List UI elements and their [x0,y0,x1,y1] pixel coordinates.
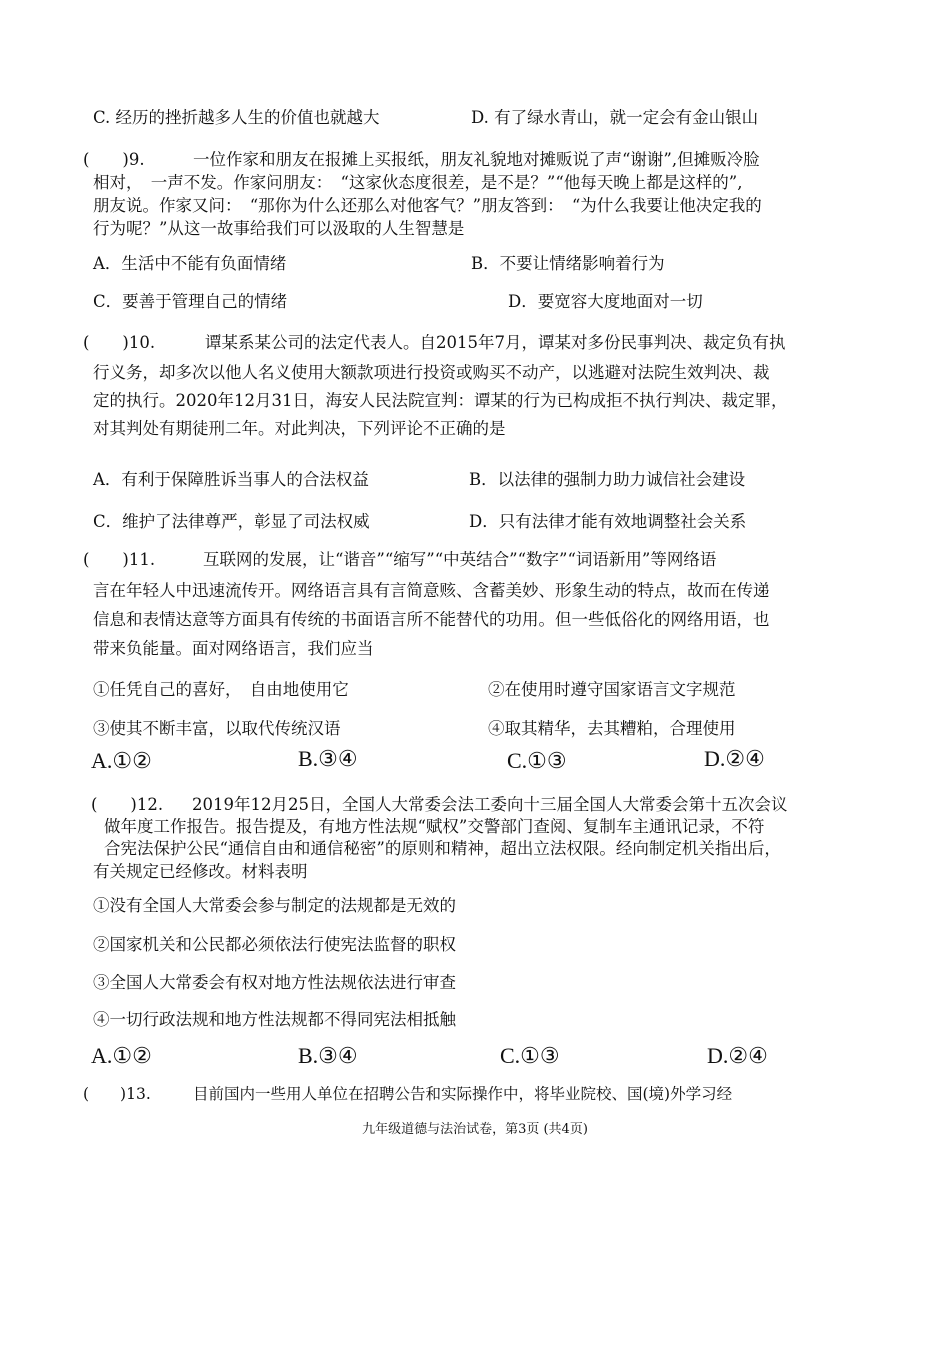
q11-option-b: B.③④ [298,746,358,771]
q10-option-c: C．维护了法律尊严，彰显了司法权威 [93,512,370,531]
q9-number: ( )9. [83,150,145,169]
page-footer: 九年级道德与法治试卷，第3页 (共4页) [362,1122,588,1137]
q13-stem-line: 目前国内一些用人单位在招聘公告和实际操作中，将毕业院校、国(境)外学习经 [193,1085,733,1103]
q9-option-d: D．要宽容大度地面对一切 [508,292,703,311]
q9-stem-line: 一位作家和朋友在报摊上买报纸，朋友礼貌地对摊贩说了声“谢谢”,但摊贩冷脸 [193,150,760,169]
q10-option-a: A．有利于保障胜诉当事人的合法权益 [93,470,369,489]
q9-option-a: A．生活中不能有负面情绪 [93,254,287,273]
q12-option-b: B.③④ [298,1043,358,1068]
q11-item-2: ②在使用时遵守国家语言文字规范 [488,680,736,699]
q12-option-c: C.①③ [500,1043,560,1068]
q9-stem-line: 行为呢？”从这一故事给我们可以汲取的人生智慧是 [93,219,465,238]
q12-stem-line: 有关规定已经修改。材料表明 [93,862,308,881]
q11-item-4: ④取其精华，去其糟粕，合理使用 [488,719,736,738]
q12-stem-line: 做年度工作报告。报告提及，有地方性法规“赋权”交警部门查阅、复制车主通讯记录，不符 [104,817,765,836]
q12-option-a: A.①② [91,1043,152,1068]
q10-number: ( )10. [83,333,156,352]
q11-option-a: A.①② [91,748,152,773]
q9-option-c: C．要善于管理自己的情绪 [93,292,288,311]
q9-option-b: B．不要让情绪影响着行为 [471,254,665,273]
q12-number: ( )12. [91,795,164,814]
q11-stem-line: 带来负能量。面对网络语言，我们应当 [93,639,374,658]
q12-stem-line: 合宪法保护公民“通信自由和通信秘密”的原则和精神，超出立法权限。经向制定机关指出后， [104,839,781,858]
q11-number: ( )11. [83,550,156,569]
q10-stem-line: 行义务，却多次以他人名义使用大额款项进行投资或购买不动产，以逃避对法院生效判决、裁 [93,363,770,382]
q10-option-d: D．只有法律才能有效地调整社会关系 [469,512,747,531]
q13-number: ( )13. [83,1085,151,1103]
q10-stem-line: 谭某系某公司的法定代表人。自2015年7月，谭某对多份民事判决、裁定负有执 [205,333,786,352]
q9-stem-line: 相对， 一声不发。作家问朋友： “这家伙态度很差，是不是？”“他每天晚上都是这样的”, [93,173,743,192]
q12-item-4: ④一切行政法规和地方性法规都不得同宪法相抵触 [93,1010,456,1029]
q11-stem-line: 言在年轻人中迅速流传开。网络语言具有言简意赅、含蓄美妙、形象生动的特点，故而在传递 [93,581,770,600]
q11-option-d: D.②④ [704,746,765,771]
q12-item-3: ③全国人大常委会有权对地方性法规依法进行审查 [93,973,456,992]
q12-stem-line: 2019年12月25日，全国人大常委会法工委向十三届全国人大常委会第十五次会议 [192,795,788,814]
q11-stem-line: 信息和表情达意等方面具有传统的书面语言所不能替代的功用。但一些低俗化的网络用语，也 [93,610,770,629]
q8-option-d: D. 有了绿水青山，就一定会有金山银山 [471,108,759,127]
q12-item-1: ①没有全国人大常委会参与制定的法规都是无效的 [93,896,456,915]
q8-option-c: C. 经历的挫折越多人生的价值也就越大 [93,108,380,127]
q10-stem-line: 对其判处有期徒刑二年。对此判决，下列评论不正确的是 [93,419,506,438]
q12-option-d: D.②④ [707,1043,768,1068]
q11-option-c: C.①③ [507,748,567,773]
q11-stem-line: 互联网的发展，让“谐音”“缩写”“中英结合”“数字”“词语新用”等网络语 [203,550,717,569]
q10-option-b: B．以法律的强制力助力诚信社会建设 [469,470,746,489]
q12-item-2: ②国家机关和公民都必须依法行使宪法监督的职权 [93,935,456,954]
q9-stem-line: 朋友说。作家又问： “那你为什么还那么对他客气？”朋友答到： “为什么我要让他决定我的 [93,196,762,215]
q11-item-3: ③使其不断丰富，以取代传统汉语 [93,719,341,738]
q11-item-1: ①任凭自己的喜好， 自由地使用它 [93,680,349,699]
q10-stem-line: 定的执行。2020年12月31日，海安人民法院宣判：谭某的行为已构成拒不执行判决、裁定罪， [93,391,788,410]
